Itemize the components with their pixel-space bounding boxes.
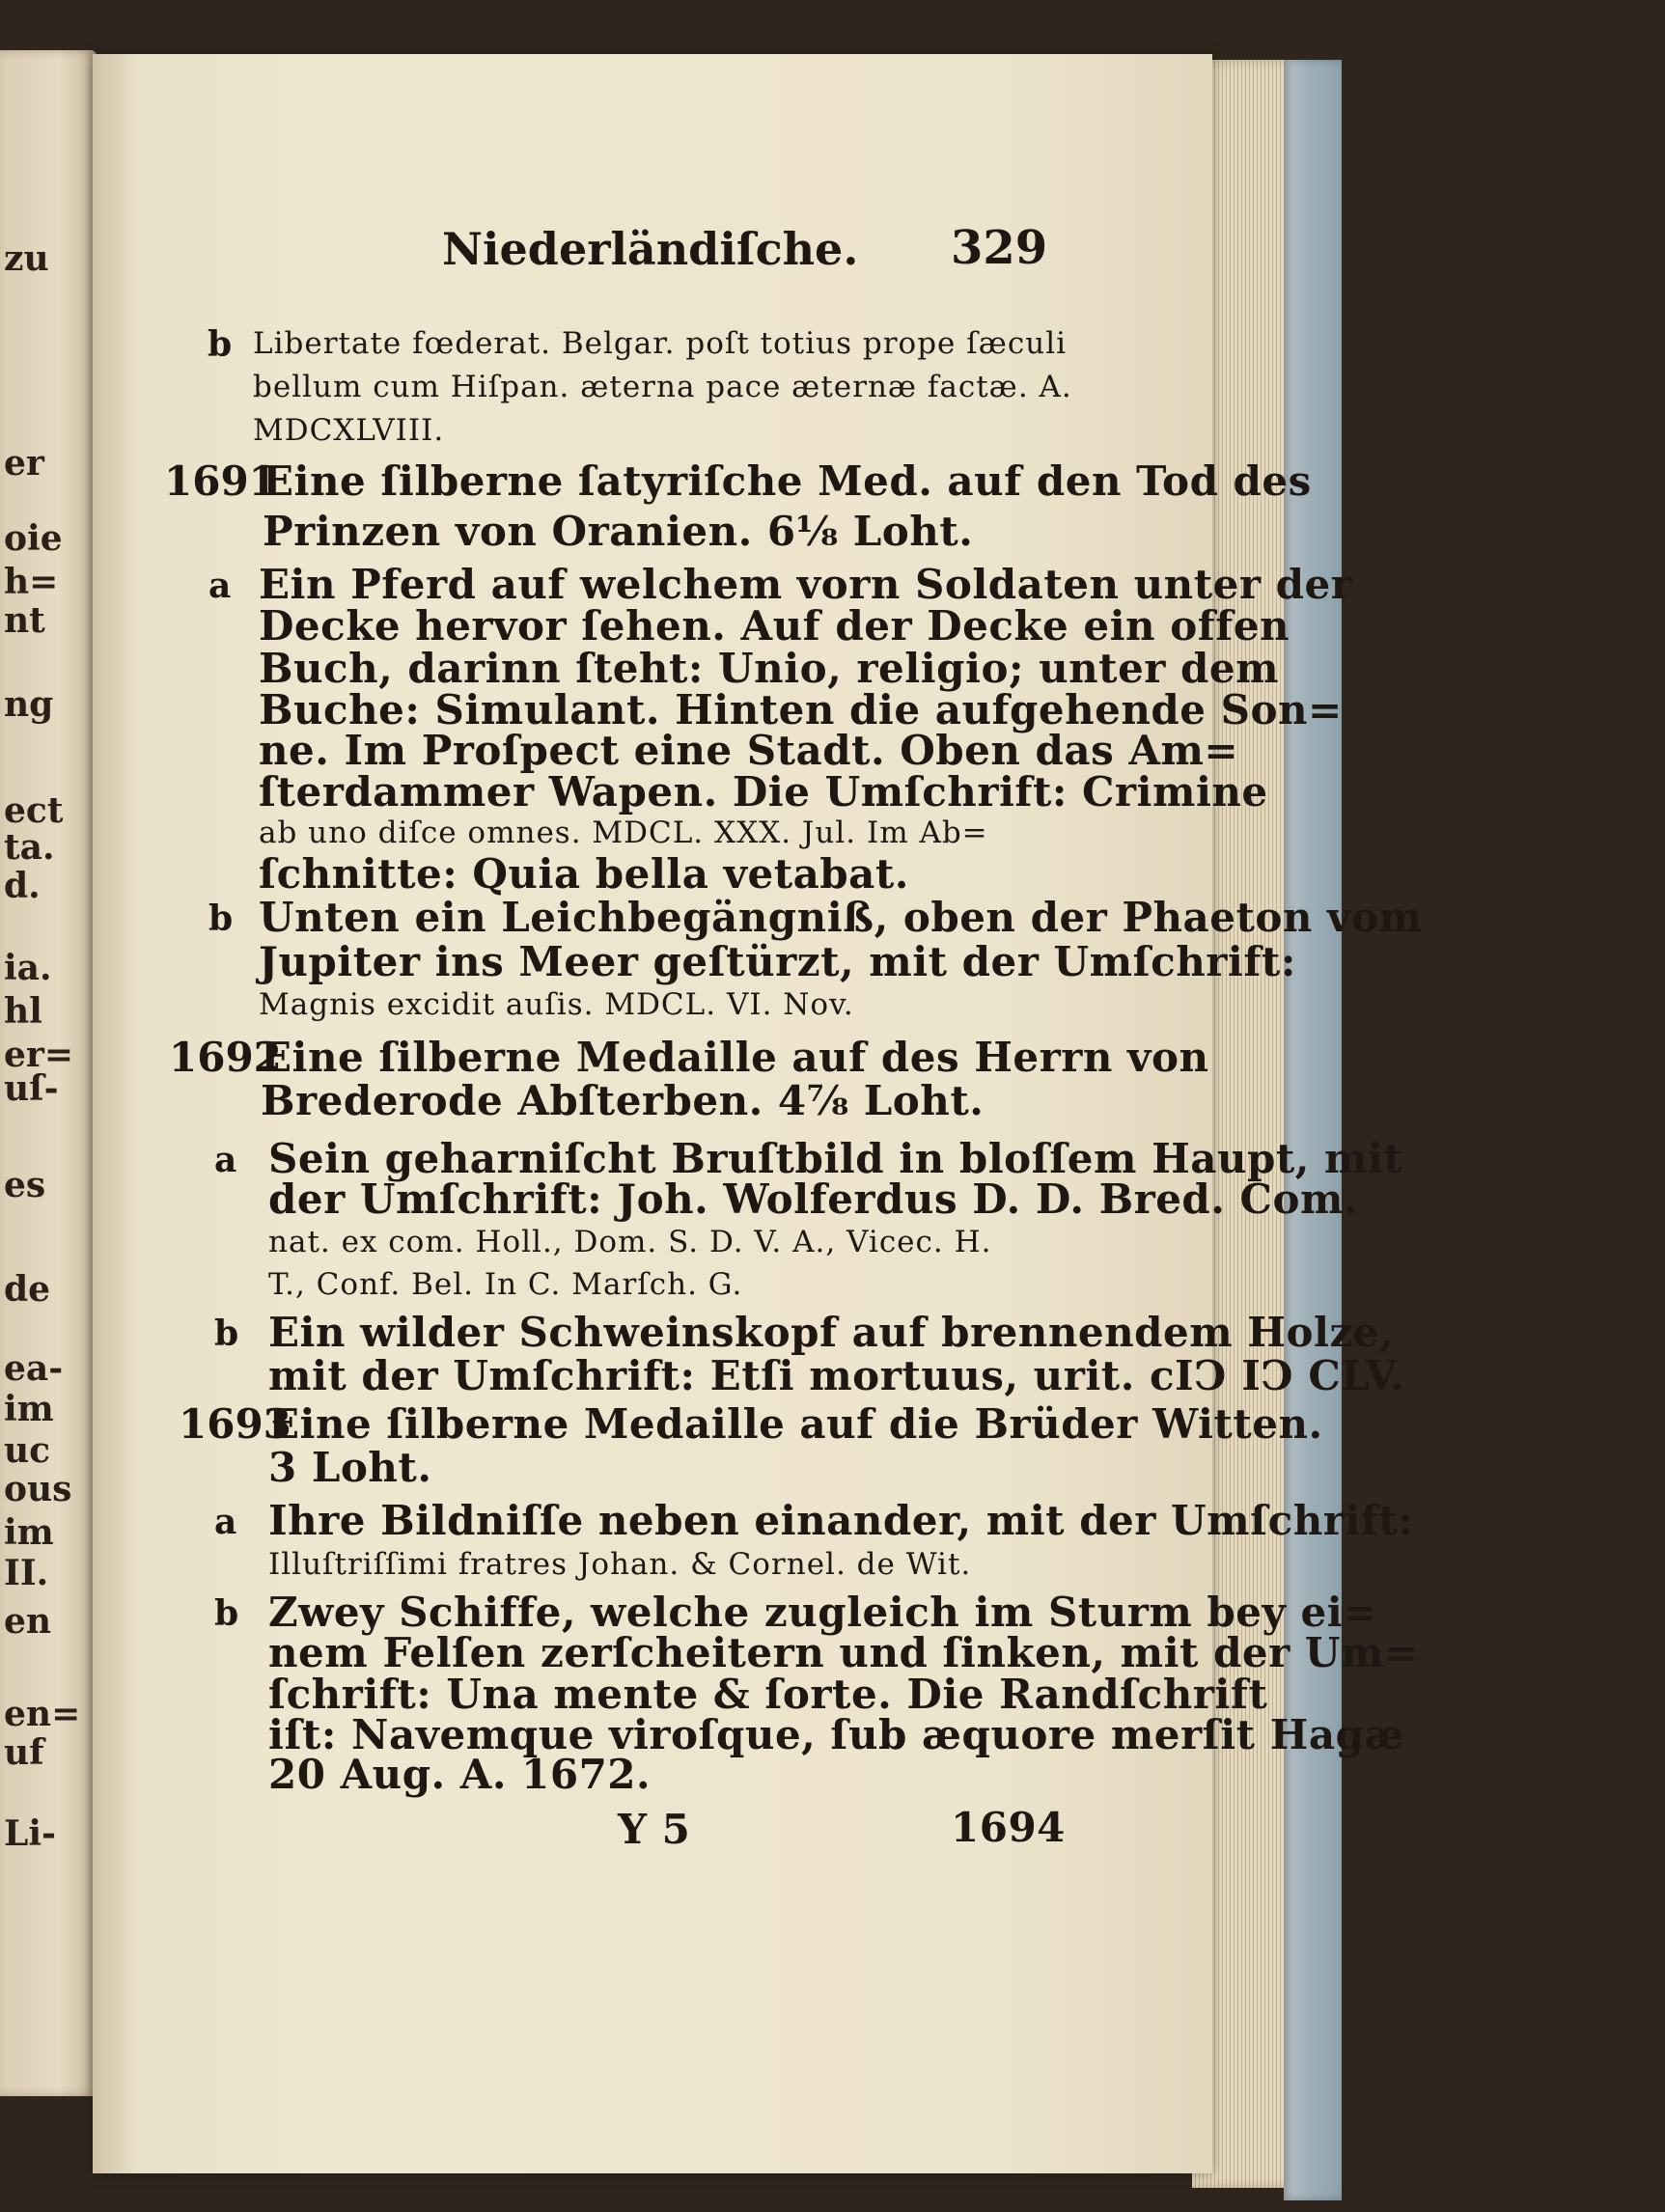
left-page-fragment: d. [4, 866, 41, 906]
text-line: Buch, darinn ſteht: Unio, religio; unter dem [259, 645, 1280, 692]
facing-page-edge [0, 50, 97, 2096]
book-page [93, 54, 1423, 2173]
left-page-fragment: er [4, 443, 44, 484]
entry-year: 1693 [179, 1400, 291, 1448]
text-line: 20 Aug. A. 1672. [268, 1751, 652, 1798]
running-header: Niederländiſche. [442, 223, 859, 275]
text-line: 3 Loht. [268, 1444, 432, 1491]
left-page-fragment: ia. [4, 948, 52, 988]
text-line: mit der Umſchrift: Etſi mortuus, urit. cIↃ IↃ CLV. [268, 1352, 1405, 1399]
left-page-fragment: de [4, 1269, 51, 1310]
text-line: Sein geharniſcht Bruſtbild in bloſſem Haupt, mit [268, 1135, 1403, 1182]
text-line: MDCXLVIII. [253, 413, 445, 448]
left-page-fragment: oie [4, 518, 63, 559]
entry-label: a [214, 1140, 237, 1180]
left-page-fragment: im [4, 1512, 54, 1553]
text-line: Brederode Abſterben. 4⅞ Loht. [261, 1077, 985, 1124]
text-line: Zwey Schiffe, welche zugleich im Sturm bey ei= [268, 1589, 1377, 1636]
text-line: Magnis excidit auſis. MDCL. VI. Nov. [259, 987, 854, 1022]
text-line: Illuſtriſſimi fratres Johan. & Cornel. de Wit. [268, 1547, 972, 1582]
entry-year: 1692 [169, 1034, 282, 1081]
left-page-fragment: es [4, 1165, 46, 1205]
entry-label: b [208, 324, 233, 365]
text-line: Decke hervor ſehen. Auf der Decke ein offen [259, 602, 1290, 650]
text-line: ne. Im Proſpect eine Stadt. Oben das Am= [259, 727, 1239, 774]
left-page-fragment: im [4, 1389, 54, 1429]
text-line: Libertate fœderat. Belgar. poſt totius prope ſæculi [253, 326, 1068, 361]
entry-label: a [214, 1502, 237, 1542]
text-line: T., Conf. Bel. In C. Marſch. G. [268, 1267, 743, 1302]
text-line: ſchrift: Una mente & ſorte. Die Randſchrift [268, 1671, 1268, 1718]
text-line: Ihre Bildniſſe neben einander, mit der Umſchrift: [268, 1497, 1414, 1544]
page-number: 329 [951, 221, 1048, 275]
entry-label: b [214, 1593, 239, 1634]
text-line: ſterdammer Wapen. Die Umſchrift: Crimine [259, 768, 1268, 816]
text-line: ſchnitte: Quia bella vetabat. [259, 850, 909, 898]
text-line: nem Felſen zerſcheitern und ſinken, mit der Um= [268, 1629, 1419, 1676]
text-line: iſt: Navemque viroſque, ſub æquore merſit Hagæ [268, 1711, 1404, 1758]
text-line: Jupiter ins Meer geſtürzt, mit der Umſchrift: [259, 938, 1296, 985]
left-page-fragment: hl [4, 991, 42, 1032]
entry-label: a [208, 566, 232, 606]
text-line: Unten ein Leichbegängniß, oben der Phaeton vom [259, 894, 1423, 941]
left-page-fragment: nt [4, 600, 45, 641]
signature-mark: Y 5 [618, 1806, 691, 1853]
text-line: der Umſchrift: Joh. Wolferdus D. D. Bred. Com. [268, 1175, 1359, 1223]
left-page-fragment: uſ- [4, 1068, 59, 1109]
text-line: Prinzen von Oranien. 6⅛ Loht. [263, 508, 974, 555]
text-line: Ein wilder Schweinskopf auf brennendem Holze, [268, 1309, 1395, 1356]
left-page-fragment: zu [4, 238, 49, 279]
left-page-fragment: ta. [4, 827, 55, 868]
left-page-fragment: uf [4, 1732, 44, 1773]
left-page-fragment: en= [4, 1694, 81, 1734]
left-page-fragment: ect [4, 790, 64, 831]
book-cover-edge [1284, 60, 1342, 2200]
left-page-fragment: er= [4, 1035, 74, 1075]
text-line: nat. ex com. Holl., Dom. S. D. V. A., Vicec. H. [268, 1225, 992, 1259]
text-line: Ein Pferd auf welchem vorn Soldaten unter der [259, 561, 1353, 608]
left-page-fragment: II. [4, 1553, 49, 1593]
left-page-fragment: ng [4, 684, 54, 725]
left-page-fragment: ous [4, 1469, 72, 1509]
text-line: Eine ſilberne ſatyriſche Med. auf den Tod des [263, 457, 1312, 505]
left-page-fragment: en [4, 1601, 52, 1642]
text-line: ab uno diſce omnes. MDCL. XXX. Jul. Im Ab= [259, 816, 988, 850]
left-page-fragment: ea- [4, 1348, 64, 1389]
text-line: Buche: Simulant. Hinten die aufgehende Son= [259, 686, 1343, 733]
entry-label: b [214, 1313, 239, 1354]
entry-label: b [208, 899, 234, 939]
text-line: Eine ſilberne Medaille auf des Herrn von [261, 1034, 1209, 1081]
catchword: 1694 [951, 1804, 1066, 1851]
left-page-fragment: uc [4, 1430, 51, 1471]
entry-year: 1691 [164, 457, 277, 505]
text-line: bellum cum Hiſpan. æterna pace æternæ factæ. A. [253, 370, 1072, 404]
page-text-block [160, 54, 1423, 2173]
left-page-fragment: h= [4, 562, 59, 602]
left-page-fragment: Li- [4, 1813, 56, 1854]
text-line: Eine ſilberne Medaille auf die Brüder Witten. [268, 1400, 1323, 1448]
